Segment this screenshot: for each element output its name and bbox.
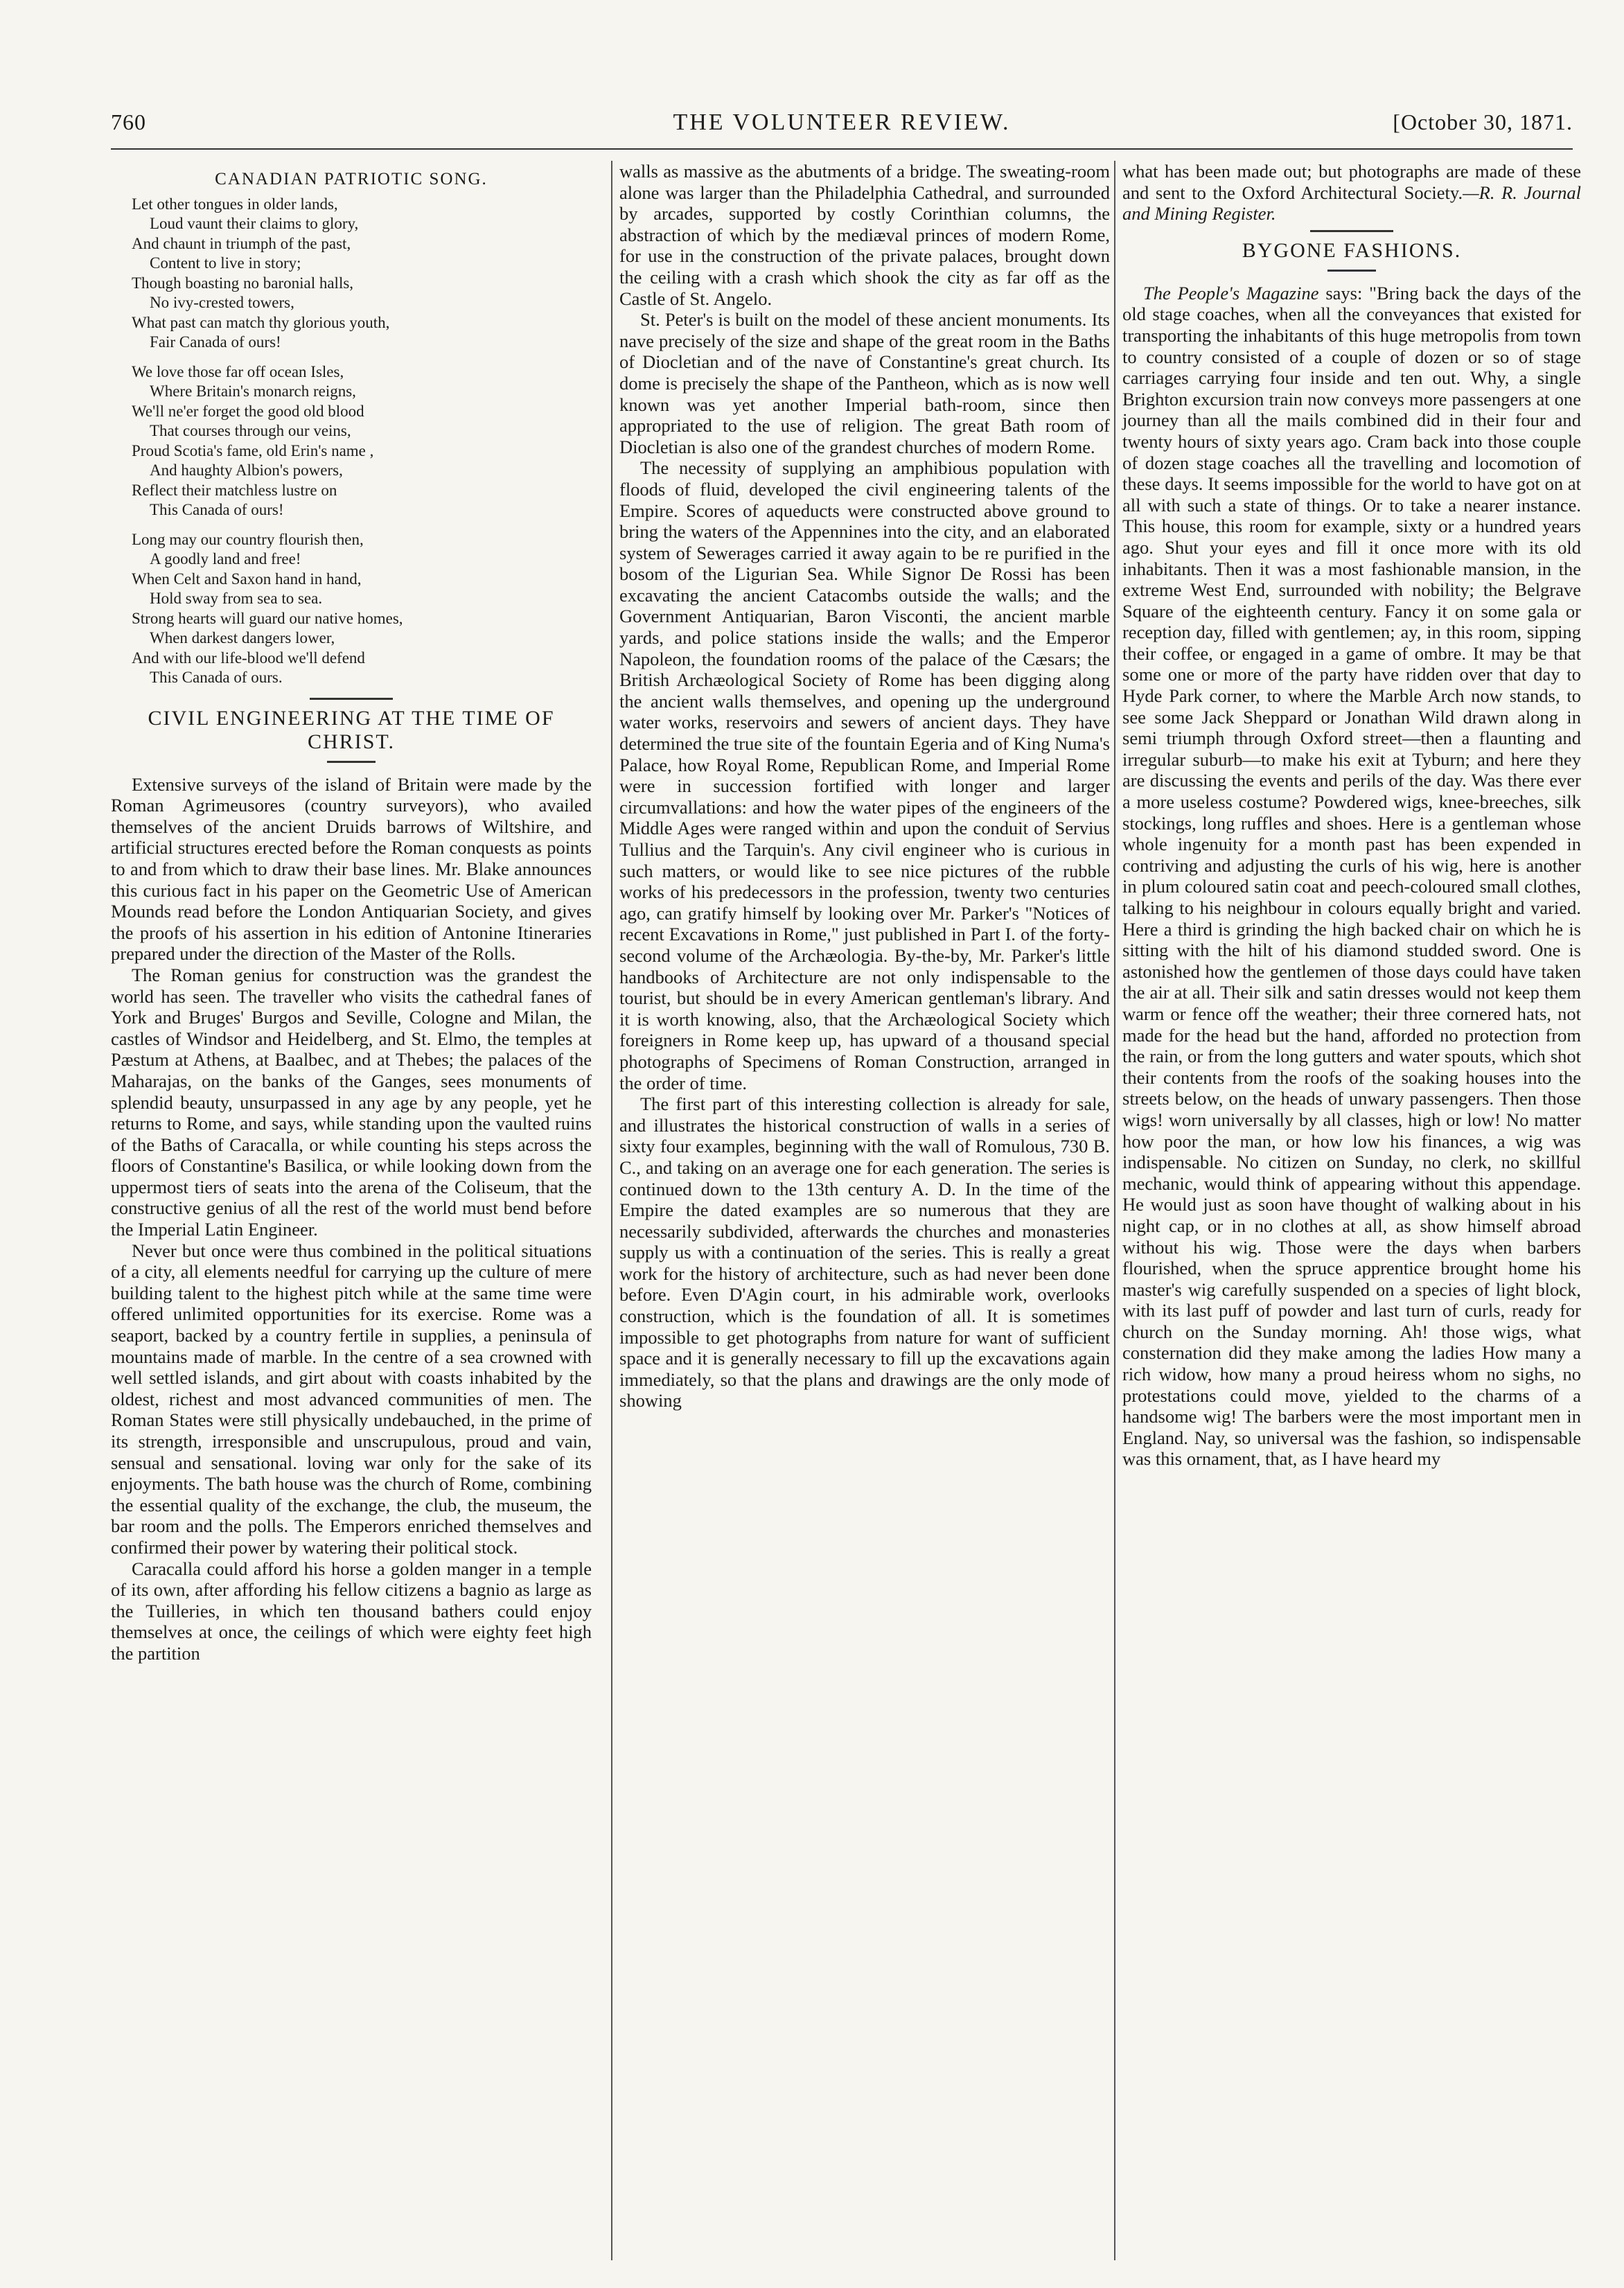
poem-line: Strong hearts will guard our native homes, [132, 609, 403, 627]
poem-stanza-1 [132, 195, 592, 353]
poem-line: Though boasting no baronial halls, [132, 274, 354, 292]
section-divider [1310, 230, 1393, 232]
paragraph: walls as massive as the abutments of a bridge. The sweating-room alone was larger than the Philadelphia Cathedral, and surrounded by arcades, supported by costly Corinthian columns, the abstraction of which by the mediæval princes of modern Rome, for use in the construction of the private palaces, brought down the ceiling with a crash which shook the city as far off as the Castle of St. Angelo. [619, 161, 1110, 309]
paragraph: Never but once were thus combined in the political situations of a city, all elements needful for carrying up the culture of mere building talent to the highest pitch while at the same time were offered unlimited opportunities for its exercise. Rome was a seaport, backed by a country fertile in supplies, a peninsula of mountains made of marble. In the centre of a sea crowned with well settled islands, and girt about with coasts inhabited by the oldest, richest and most advanced communities of men. The Roman States were still physically undebauched, in the prime of its strength, irresponsible and unscrupulous, proud and vain, sensual and sensational. loving war only for the sake of its enjoyments. The bath house was the church of Rome, combining the essential quality of the exchange, the club, the museum, the bar room and the polls. The Emperors enriched themselves and confirmed their power by watering their political stock. [111, 1240, 592, 1558]
article-source: —R. R. Journal and Mining Register. [1122, 182, 1581, 225]
poem-line: Content to live in story; [150, 254, 301, 272]
poem-line: What past can match thy glorious youth, [132, 313, 390, 331]
poem-line: We'll ne'er forget the good old blood [132, 402, 364, 420]
poem-title: CANADIAN PATRIOTIC SONG. [215, 170, 488, 188]
article-title: BYGONE FASHIONS. [1242, 238, 1462, 262]
column-3 [1114, 161, 1581, 2260]
section-divider [310, 698, 393, 700]
paragraph: The necessity of supplying an amphibious population with floods of fluid, developed the civil engineering talents of the Empire. Scores of aqueducts were constructed above ground to bring the waters of the Appennines into the city, and an elaborated system of Sewerages carried it away again to be re purified in the bosom of the Ligurian Sea. While Signor De Rossi has been excavating the ancient Catacombs outside the walls; and the Government Antiquarian, Baron Visconti, the ancient marble yards, and police stations inside the walls; and the Emperor Napoleon, the foundation rooms of the palace of the Cæsars; the British Archæological Society of Rome has been digging along the ancient walls themselves, and opening up the underground water works, reservoirs and sewers of ancient days. They have determined the true site of the fountain Egeria and of King Numa's Palace, how Royal Rome, Republican Rome, and Imperial Rome were in succession fortified with longer and larger circumvallations: and how the water pipes of the engineers of the Middle Ages were ranged within and upon the conduit of Servius Tullius and the Tarquin's. Any civil engineer who is curious in such matters, or would like to see nice pictures of the rubble works of his predecessors in the profession, twenty two centuries ago, can gratify himself by looking over Mr. Parker's "Notices of recent Excavations in Rome," just published in Part I. of the forty-second volume of the Archæologia. By-the-by, Mr. Parker's little handbooks of Architecture are not only indispensable to the tourist, but should be in every American gentleman's library. And it is worth knowing, also, that the Archæological Society which foreigners in Rome keep up, has upward of a thousand special photographs of Specimens of Roman Construction, arranged in the order of time. [619, 457, 1110, 1093]
poem-line: And haughty Albion's powers, [150, 461, 343, 479]
paragraph: Extensive surveys of the island of Britain were made by the Roman Agrimeusores (country surveyors), who availed themselves of the ancient Druids barrows of Wiltshire, and artificial structures erected before the Roman conquests as points to and from which to draw their base lines. Mr. Blake announces this curious fact in his paper on the Geometric Use of American Mounds read before the London Antiquarian Society, and gives the proofs of his assertion in his edition of Antonine Itineraries prepared under the direction of the Master of the Rolls. [111, 773, 592, 965]
poem-line: Where Britain's monarch reigns, [150, 382, 356, 401]
magazine-name: The People's Magazine [1143, 282, 1319, 303]
poem-line: Hold sway from sea to sea. [150, 590, 323, 608]
poem-line: This Canada of ours. [150, 669, 283, 687]
article-body: says: "Bring back the days of the old stage coaches, when all the conveyances that existed for transporting the inhabitants of this huge metropolis from town to country consisted of a couple of dozen or so of stage carriages carrying four inside and ten out. Why, a single Brighton excursion train now conveys more passengers at one journey than all the mails combined did in their four and twenty hours of sixty years ago. Cram back into those couple of dozen stage coaches all the travelling and locomotion of these days. It seems impossible for the world to have got on at all with such a state of things. Or to take a nearer instance. This house, this room for example, sixty or a hundred years ago. Shut your eyes and fill it once more with its old inhabitants. Then it was a most fashionable mansion, in the extreme West End, surrounded with nobility; the Belgrave Square of the eighteenth century. Fancy it on some gala or reception day, filled with gentlemen; ay, in this room, sipping their coffee, or engaged in a game of ombre. It may be that some one or more of the party have ridden over that day to Hyde Park corner, to where the Marble Arch now stands, to see some Jack Sheppard or Jonathan Wild drawn along in semi triumph through Oxford street—then a flaunting and irregular suburb—to make his exit at Tyburn; and here they are discussing the events and perils of the day. Was there ever a more useless costume? Powdered wigs, knee-breeches, silk stockings, long ruffles and shoes. Here is a gentleman whose whole ingenuity for a month past has been expended in contriving and adjusting the curls of his wig, here is another in plum coloured satin coat and peech-coloured small clothes, talking to his neighbour in colours equally bright and varied. Here a third is grinding the high backed chair on which he is sitting with the hilt of his diamond studded sword. One is astonished how the gentlemen of those days could have taken the air at all. Their silk and satin dresses would not keep them warm or fence off the weather; their three cornered hats, not made for the head but the hand, afforded no protection from the rain, or from the long gutters and water spouts, which shot their contents from the roofs of the soaking houses into the streets below, on the heads of unwary passengers. Then those wigs! worn universally by all classes, high or low! No matter how poor the man, or how low his finances, a wig was indispensable. No citizen on Sunday, no clerk, no skillful mechanic, would think of appearing without this appendage. He would just as soon have thought of walking about in his night cap, or in no clothes at all, as show himself abroad without his wig. Those were the days when barbers flourished, when the spruce apprentice brought home his master's wig carefully suspended on a species of light block, with its last puff of powder and last turn of curls, ready for church on the Sunday morning. Ah! those wigs, what consternation did they make among the ladies How many a rich widow, how many a proud heiress whom no sighs, no protestations could move, yielded to the charms of a handsome wig! The barbers were the most important men in England. Nay, so universal was the fashion, so indispensable was this ornament, that, as I have heard my [1122, 282, 1581, 1470]
poem-line: Fair Canada of ours! [150, 333, 281, 351]
poem-line: When Celt and Saxon hand in hand, [132, 570, 362, 588]
column-1 [111, 161, 592, 1664]
poem-line: A goodly land and free! [150, 550, 301, 568]
header-rule [111, 148, 1573, 150]
issue-date: [October 30, 1871. [1393, 109, 1573, 134]
poem-stanza-3 [132, 530, 592, 688]
paragraph [1122, 283, 1581, 1470]
paragraph: Caracalla could afford his horse a golden manger in a temple of its own, after affording his fellow citizens a bagnio as large as the Tuilleries, in which ten thousand bathers could enjoy themselves at once, the ceilings of which were eighty feet high the partition [111, 1558, 592, 1664]
paragraph: St. Peter's is built on the model of these ancient monuments. Its nave precisely of the size and shape of the great room in the Baths of Diocletian and of the nave of Constantine's great church. Its dome is precisely the shape of the Pantheon, which as is now well known was yet another Imperial bath-room, since then appropriated to the use of religion. The great Bath room of Diocletian is also one of the grandest churches of modern Rome. [619, 309, 1110, 457]
paragraph [1122, 161, 1581, 225]
poem-stanza-2 [132, 362, 592, 520]
article-title: CIVIL ENGINEERING AT THE TIME OF CHRIST. [148, 706, 555, 753]
poem-line: Proud Scotia's fame, old Erin's name , [132, 441, 374, 459]
poem-line: This Canada of ours! [150, 501, 284, 519]
page-number: 760 [111, 109, 146, 134]
poem-line: Long may our country flourish then, [132, 530, 364, 548]
poem-line: Let other tongues in older lands, [132, 195, 338, 213]
paragraph: The first part of this interesting collection is already for sale, and illustrates the historical construction of walls in a series of sixty four examples, beginning with the wall of Romulous, 730 B. C., and taking on an average one for each generation. The series is continued down to the 13th century A. D. In the time of the Empire the dated examples are so numerous that they are necessarily subdivided, afterwards the churches and monasteries supply us with a continuation of the series. This is really a great work for the history of architecture, such as had never been done before. Even D'Agin court, in his admirable work, overlooks construction, which is the foundation of all. It is sometimes impossible to get photographs from nature for want of sufficient space and it is generally necessary to fill up the excavations again immediately, so that the plans and drawings are the only mode of showing [619, 1093, 1110, 1411]
article-continuation: what has been made out; but photographs are made of these and sent to the Oxford Architectural Society. [1122, 161, 1581, 203]
poem-line: We love those far off ocean Isles, [132, 362, 344, 380]
column-2 [611, 161, 1110, 2260]
poem-line: That courses through our veins, [150, 422, 351, 440]
poem-line: Reflect their matchless lustre on [132, 481, 337, 499]
poem-line: No ivy-crested towers, [150, 294, 294, 312]
poem-line: And chaunt in triumph of the past, [132, 234, 351, 252]
title-rule [327, 761, 376, 763]
page-header [111, 109, 1573, 141]
paragraph: The Roman genius for construction was the grandest the world has seen. The traveller who visits the cathedral fanes of York and Bruges' Burgos and Seville, Cologne and Milan, the castles of Windsor and Heidelberg, and St. Elmo, the temples at Pæstum at Athens, at Baalbec, and at Thebes; the palaces of the Maharajas, on the banks of the Ganges, sees monuments of splendid beauty, unsurpassed in any age by any people, yet he returns to Rome, and says, while standing upon the vaulted ruins of the Baths of Caracalla, or while counting his steps across the floors of Constantine's Basilica, or while looking down from the uppermost tiers of seats into the arena of the Coliseum, that the constructive genius of all the rest of the world must bend before the Imperial Latin Engineer. [111, 964, 592, 1240]
title-rule [1327, 270, 1376, 272]
poem-line: When darkest dangers lower, [150, 629, 335, 647]
poem-line: Loud vaunt their claims to glory, [150, 215, 359, 233]
poem-line: And with our life-blood we'll defend [132, 649, 365, 667]
publication-title: THE VOLUNTEER REVIEW. [673, 109, 1011, 135]
